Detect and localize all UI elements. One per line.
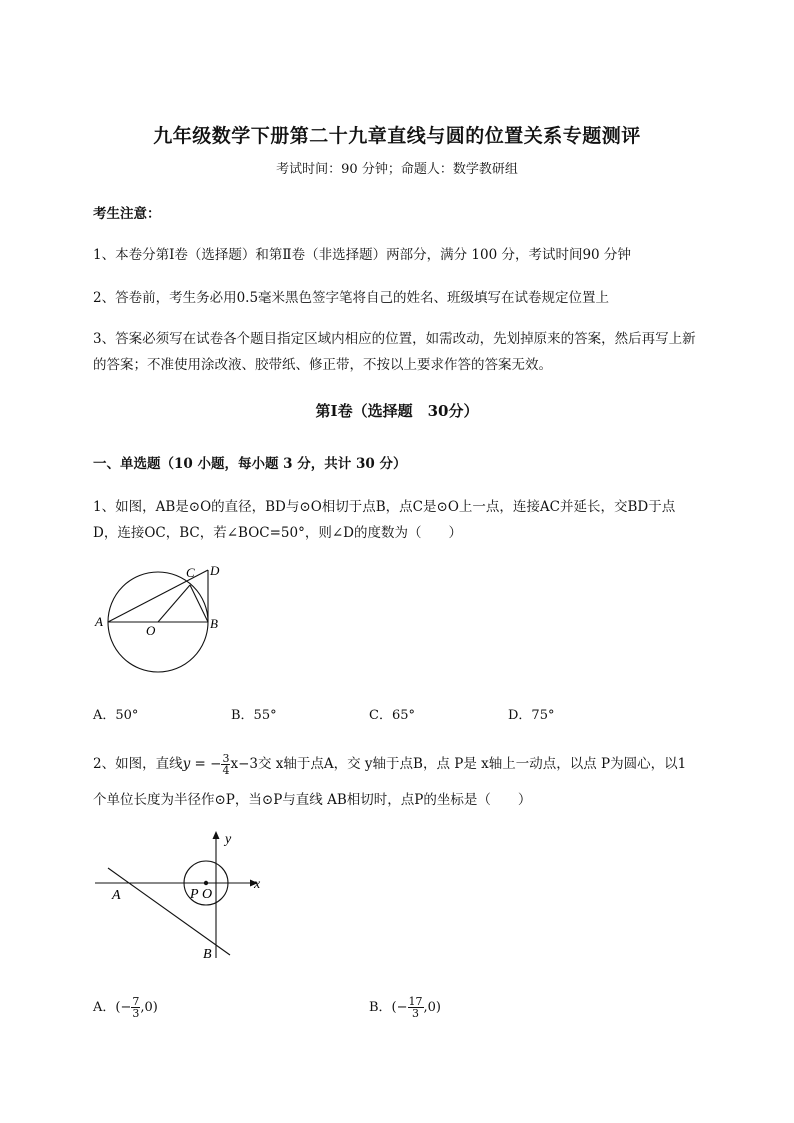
q1-option-a[interactable]: A．50°	[93, 708, 139, 723]
q2-option-a-denominator: 3	[132, 1007, 140, 1020]
q1-segment-oc	[158, 585, 190, 622]
q2-option-b-numerator: 17	[408, 995, 423, 1008]
q1-segment-bc	[190, 585, 208, 622]
notice-item-1: 1、本卷分第Ⅰ卷（选择题）和第Ⅱ卷（非选择题）两部分，满分 100 分，考试时间90 分钟	[93, 247, 631, 263]
q2-label-a: A	[112, 888, 121, 903]
q2-prefix: 2、如图，直线	[93, 756, 183, 772]
notice-item-2: 2、答卷前，考生务必用0.5毫米黑色签字笔将自己的姓名、班级填写在试卷规定位置上	[93, 290, 610, 306]
q2-y-arrow-icon	[213, 831, 220, 839]
q2-eq-numerator: 3	[222, 752, 230, 765]
q2-option-b-denominator: 3	[412, 1007, 420, 1020]
q1-option-d[interactable]: D．75°	[508, 708, 555, 723]
notice-item-3-line2: 的答案；不准使用涂改液、胶带纸、修正带，不按以上要求作答的答案无效。	[93, 357, 552, 373]
q2-stem-line1	[93, 752, 686, 776]
section-title: 第Ⅰ卷（选择题 30分）	[315, 402, 479, 420]
q2-label-x: x	[254, 877, 261, 892]
q2-option-b-prefix: B．(−	[369, 1000, 408, 1015]
q1-option-c[interactable]: C．65°	[369, 708, 415, 723]
q2-label-p: P	[190, 887, 199, 902]
notice-item-3-line1: 3、答案必须写在试卷各个题目指定区域内相应的位置，如需改动，先划掉原来的答案，然后再写上新	[93, 331, 696, 347]
q1-label-c: C	[186, 565, 195, 580]
q1-circle-figure	[90, 560, 230, 680]
q2-label-b: B	[203, 947, 212, 962]
q2-option-a-numerator: 7	[132, 995, 140, 1008]
q2-stem-rest: 交 x轴于点A，交 y轴于点B，点 P是 x轴上一动点，以点 P为圆心，以1	[257, 756, 687, 772]
q2-option-b[interactable]	[369, 996, 441, 1019]
q2-label-o: O	[202, 887, 213, 902]
q2-label-y: y	[225, 832, 232, 847]
q2-coordinate-figure	[90, 828, 280, 968]
q1-stem-line2: D，连接OC，BC，若∠BOC=50°，则∠D的度数为（ ）	[93, 525, 462, 541]
q1-stem-line1: 1、如图，AB是⊙O的直径，BD与⊙O相切于点B，点C是⊙O上一点，连接AC并延长，交BD于点	[93, 499, 676, 515]
q2-eq-y: y	[182, 756, 191, 772]
q1-label-o: O	[146, 623, 156, 638]
q2-eq-rest: x−3	[230, 756, 258, 772]
part-title: 一、单选题（10 小题，每小题 3 分，共计 30 分）	[93, 456, 407, 472]
notice-heading: 考生注意：	[93, 206, 161, 222]
q2-option-a-fraction	[131, 996, 140, 1019]
q2-point-p	[204, 881, 208, 885]
q2-line-ab	[108, 868, 230, 955]
q2-option-b-fraction	[408, 996, 424, 1019]
exam-info: 考试时间：90 分钟；命题人：数学教研组	[276, 162, 518, 177]
q1-label-d: D	[210, 563, 220, 578]
q2-eq-sign: = −	[190, 756, 222, 772]
q1-label-b: B	[210, 616, 218, 631]
q2-option-a-suffix: ,0)	[140, 1000, 158, 1015]
q2-option-a[interactable]	[93, 996, 158, 1019]
q2-eq-denominator: 4	[222, 764, 230, 777]
q1-label-a: A	[95, 614, 103, 629]
q2-option-b-suffix: ,0)	[423, 1000, 442, 1015]
q2-option-a-prefix: A．(−	[93, 1000, 132, 1015]
q1-option-b[interactable]: B．55°	[231, 708, 277, 723]
q2-stem-line2: 个单位长度为半径作⊙P，当⊙P与直线 AB相切时，点P的坐标是（ ）	[93, 792, 532, 808]
page-title: 九年级数学下册第二十九章直线与圆的位置关系专题测评	[153, 125, 641, 147]
